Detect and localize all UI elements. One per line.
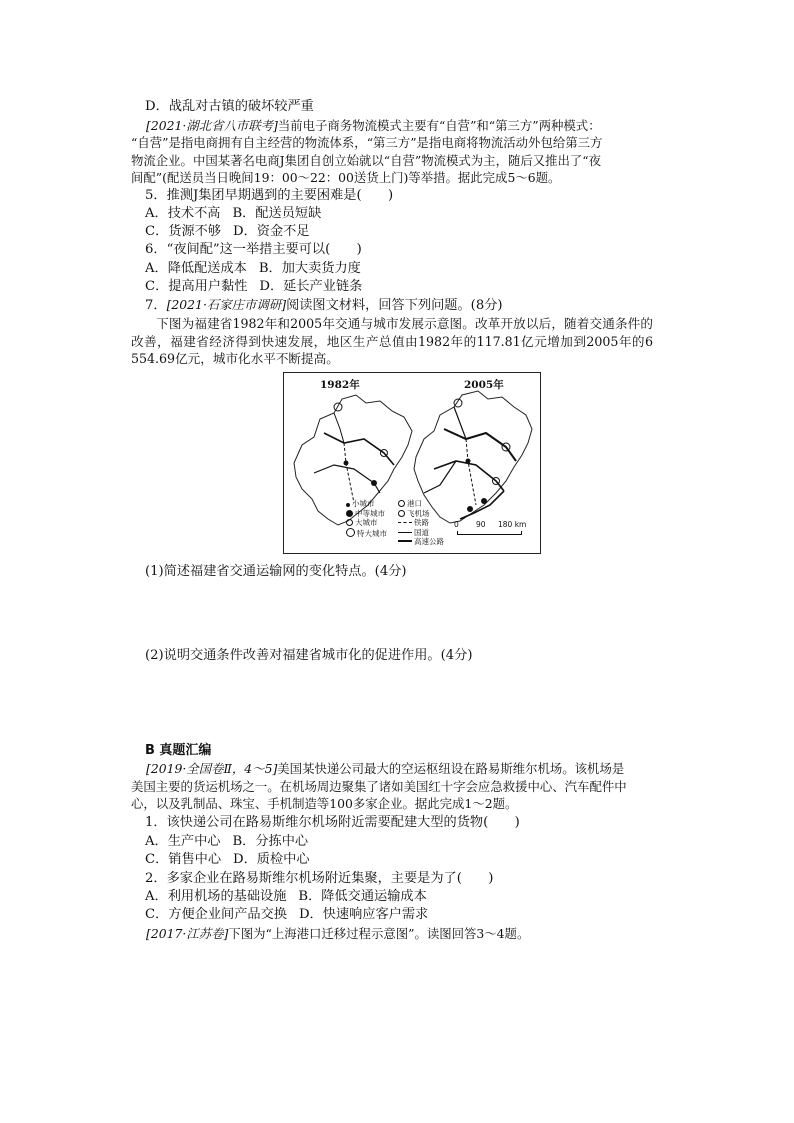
q1-2-intro-line1-text: 美国某快递公司最大的空运枢纽设在路易斯维尔机场。该机场是 [277,761,625,776]
q2-options-row2 [145,906,655,924]
q1-option-b: B．分拣中心 [232,834,309,849]
airport-icon [398,510,405,517]
legend-expressway: 高速公路 [414,537,444,546]
section-b-heading: B 真题汇编 [145,743,212,758]
q7-material-text: 下图为福建省1982年和2005年交通与城市发展示意图。改革开放以后，随着交通条件的改善，福建省经济得到快速发展，地区生产总值由1982年的117.81亿元增加到2005年的6 554.69亿元，城市化水平不断提高。 [131,316,653,366]
q7-number: 7． [145,298,167,313]
legend-large-city: 大城市 [355,518,378,527]
q1-option-c: C．销售中心 [145,852,222,867]
q2-option-c: C．方便企业间产品交换 [145,907,287,922]
q5-6-intro-line2: “自营”是指电商拥有自主经营的物流体系，“第三方”是指电商将物流活动外包给第三方 [131,135,603,150]
q2-stem: 2．多家企业在路易斯维尔机场附近集聚，主要是为了( ) [145,871,494,886]
port-icon [398,500,405,507]
map-legend-cities [346,499,387,538]
expressway-icon [398,540,412,542]
mega-city-icon [346,528,355,537]
map-1982-railway [344,443,354,503]
q5-stem: 5．推测J集团早期遇到的主要困难是( ) [145,188,394,203]
q1-option-a: A．生产中心 [145,834,221,849]
q3-4-intro-text: 下图为“上海港口迁移过程示意图”。读图回答3～4题。 [228,926,530,941]
scale-label-180: 180 km [498,520,527,529]
legend-railway: 铁路 [414,518,429,527]
q2-options-row1 [145,888,655,906]
q2-option-a: A．利用机场的基础设施 [145,889,287,904]
q5-option-c: C．货源不够 [145,224,222,239]
medium-city-icon [346,510,353,517]
map-2005-coastal-road [460,491,504,519]
q7-stem-text: 阅读图文材料，回答下列问题。(8分) [286,298,503,313]
q5-6-intro-line1 [146,117,656,135]
map-1982-city-4 [344,461,349,466]
q1-stem: 1．该快递公司在路易斯维尔机场附近需要配建大型的货物( ) [145,815,520,830]
map-legend-transport [398,499,444,547]
q5-6-source: [2021·湖北省八市联考] [146,118,278,133]
q2-option-b: B．降低交通运输成本 [298,889,427,904]
q7-stem [145,296,655,315]
q7-sub2: (2)说明交通条件改善对福建省城市化的促进作用。(4分) [145,648,473,663]
map-2005-city-5 [467,506,473,512]
q5-6-intro-line3: 物流企业。中国某著名电商J集团自创立始就以“自营”物流模式为主，随后又推出了“夜 [131,153,602,168]
map-2005-city-4 [481,498,487,504]
legend-small-city: 小城市 [352,499,375,508]
q6-options-row1 [145,260,655,278]
legend-port: 港口 [407,499,422,508]
railway-line-icon [398,522,412,523]
q1-options-row2 [145,851,655,869]
scale-label-0: 0 [454,520,459,529]
q5-6-intro-line4: 间配”(配送员当日晚间19：00～22：00送货上门)等举措。据此完成5～6题。 [131,170,561,185]
legend-airport: 飞机场 [407,508,430,518]
scale-label-90: 90 [476,520,486,529]
q4-option-d: D．战乱对古镇的破坏较严重 [145,99,314,114]
map-2005-railway [466,439,476,505]
q1-option-d: D．质检中心 [233,852,310,867]
q6-option-a: A．降低配送成本 [145,261,247,276]
scale-bar-line [457,531,522,535]
q5-options-row2 [145,223,655,241]
map-1982-road-1 [324,433,394,465]
q6-option-c: C．提高用户黏性 [145,279,248,294]
national-road-icon [398,532,412,533]
map-scale-bar [454,520,528,536]
q3-4-intro [146,925,656,943]
q5-6-intro-line1-text: 当前电子商务物流模式主要有“自营”和“第三方”两种模式： [277,118,601,133]
q1-2-intro-line1 [146,760,656,778]
map-1982-city-3 [371,480,377,486]
q1-2-intro-line2: 美国主要的货运机场之一。在机场周边聚集了诸如美国红十字会应急救援中心、汽车配件中 [131,779,627,794]
q1-2-intro-line3: 心，以及乳制品、珠宝、手机制造等100多家企业。据此完成1～2题。 [131,796,518,811]
legend-mega-city: 特大城市 [357,528,387,538]
q5-options-row1 [145,205,655,223]
q7-source: [2021·石家庄市调研] [166,297,287,312]
q5-option-d: D．资金不足 [233,224,310,239]
q2-option-d: D．快速响应客户需求 [298,907,429,922]
legend-national-road: 国道 [414,527,429,537]
fujian-transport-map [283,372,541,554]
q7-sub1: (1)简述福建省交通运输网的变化特点。(4分) [145,564,407,579]
q6-stem: 6．“夜间配”这一举措主要可以( ) [145,242,362,257]
q6-option-b: B．加大卖货力度 [258,261,361,276]
map-2005-expressway-1 [444,429,516,461]
map-label-1982: 1982年 [320,379,360,391]
q6-options-row2 [145,278,655,296]
q5-option-b: B．配送员短缺 [232,206,322,221]
q6-option-d: D．延长产业链条 [259,279,363,294]
map-2005-road-2 [424,461,456,493]
q1-2-source: [2019·全国卷Ⅱ，4～5] [146,761,278,776]
large-city-icon [346,519,353,526]
q7-material [131,315,653,368]
small-city-icon [346,503,350,507]
map-label-2005: 2005年 [464,379,504,391]
q5-option-a: A．技术不高 [145,206,221,221]
q3-4-source: [2017·江苏卷] [146,926,229,941]
map-2005-city-6 [466,459,471,464]
legend-medium-city: 中等城市 [355,508,385,518]
q1-options-row1 [145,833,655,851]
